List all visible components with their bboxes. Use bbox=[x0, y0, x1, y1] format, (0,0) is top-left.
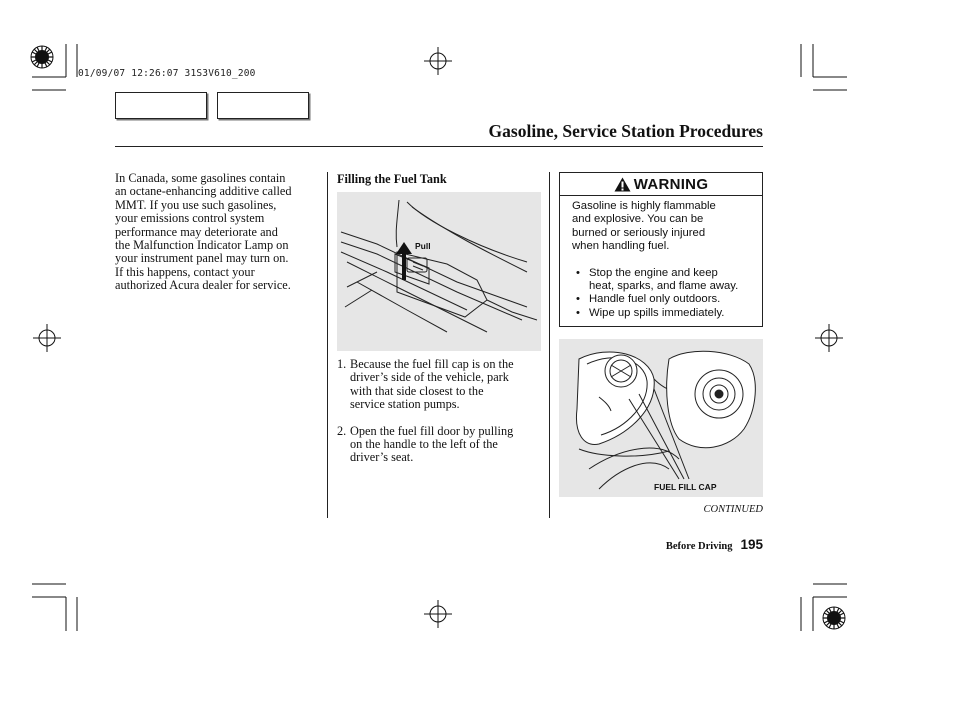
step-line: with that side closest to the bbox=[350, 383, 484, 398]
step-item bbox=[337, 358, 542, 412]
warning-list-item bbox=[576, 307, 758, 320]
footer-section: Before Driving bbox=[665, 541, 733, 552]
intro-line: an octane-enhancing additive called bbox=[115, 184, 292, 199]
fuel-fill-cap-illustration bbox=[559, 339, 763, 497]
pull-label: Pull bbox=[415, 241, 431, 251]
intro-line: your emissions control system bbox=[115, 211, 265, 226]
warning-intro-line: burned or seriously injured bbox=[572, 226, 706, 239]
steps-list bbox=[337, 358, 542, 478]
step-line: driver’s side of the vehicle, park bbox=[350, 370, 509, 385]
page-footer bbox=[666, 537, 763, 552]
fuel-fill-cap-label: FUEL FILL CAP bbox=[654, 482, 717, 492]
intro-line: the Malfunction Indicator Lamp on bbox=[115, 238, 289, 253]
crosshair-right bbox=[815, 324, 843, 352]
step-text bbox=[350, 425, 513, 465]
step-line: Open the fuel fill door by pulling bbox=[350, 423, 514, 438]
crosshair-top bbox=[424, 47, 452, 75]
warning-item-line: heat, sparks, and flame away. bbox=[589, 280, 739, 293]
starburst-bottom-right bbox=[823, 607, 845, 629]
warning-triangle-icon bbox=[614, 177, 631, 192]
warning-list-item bbox=[576, 293, 758, 306]
intro-line: authorized Acura dealer for service. bbox=[115, 278, 291, 293]
warning-list bbox=[572, 267, 758, 321]
step-line: Because the fuel fill cap is on the bbox=[350, 357, 514, 371]
intro-line: MMT. If you use such gasolines, bbox=[115, 197, 277, 212]
column-divider-2 bbox=[549, 172, 550, 518]
warning-intro-line: and explosive. You can be bbox=[572, 213, 704, 226]
warning-title: WARNING bbox=[633, 175, 709, 193]
step-number: 2. bbox=[337, 423, 347, 438]
title-rule bbox=[115, 146, 763, 147]
starburst-top-left bbox=[31, 46, 53, 68]
step-line: driver’s seat. bbox=[350, 450, 414, 465]
page-number: 195 bbox=[740, 537, 763, 552]
crosshair-bottom bbox=[424, 600, 452, 628]
blank-tab-box-1 bbox=[115, 92, 207, 119]
blank-tab-box-2 bbox=[217, 92, 309, 119]
continued-label: CONTINUED bbox=[703, 504, 763, 515]
intro-paragraph bbox=[115, 172, 320, 293]
intro-line: In Canada, some gasolines contain bbox=[115, 171, 286, 185]
column-divider-1 bbox=[327, 172, 328, 518]
step-number: 1. bbox=[337, 357, 347, 371]
warning-intro-line: Gasoline is highly flammable bbox=[572, 200, 716, 212]
warning-item-line: • Wipe up spills immediately. bbox=[589, 306, 725, 319]
intro-line: your instrument panel may turn on. bbox=[115, 251, 289, 266]
intro-line: If this happens, contact your bbox=[115, 264, 255, 279]
fuel-door-handle-drawing bbox=[337, 192, 541, 351]
step-text bbox=[350, 358, 514, 412]
crosshair-left bbox=[33, 324, 61, 352]
warning-box bbox=[559, 172, 763, 327]
fuel-cap-drawing bbox=[559, 339, 763, 497]
warning-body bbox=[572, 200, 758, 320]
step-line: on the handle to the left of the bbox=[350, 437, 498, 452]
warning-item-line: • Handle fuel only outdoors. bbox=[589, 293, 721, 306]
page-title: Gasoline, Service Station Procedures bbox=[488, 121, 763, 141]
fuel-door-release-illustration bbox=[337, 192, 541, 351]
section-heading: Filling the Fuel Tank bbox=[337, 172, 447, 186]
intro-line: performance may deteriorate and bbox=[115, 224, 278, 239]
step-item bbox=[337, 425, 542, 465]
warning-item-line: • Stop the engine and keep bbox=[589, 266, 718, 279]
warning-intro-line: when handling fuel. bbox=[572, 240, 670, 253]
warning-list-item bbox=[576, 267, 758, 294]
print-timestamp: 01/09/07 12:26:07 31S3V610_200 bbox=[78, 68, 256, 79]
step-line: service station pumps. bbox=[350, 397, 460, 412]
warning-header bbox=[560, 173, 762, 196]
